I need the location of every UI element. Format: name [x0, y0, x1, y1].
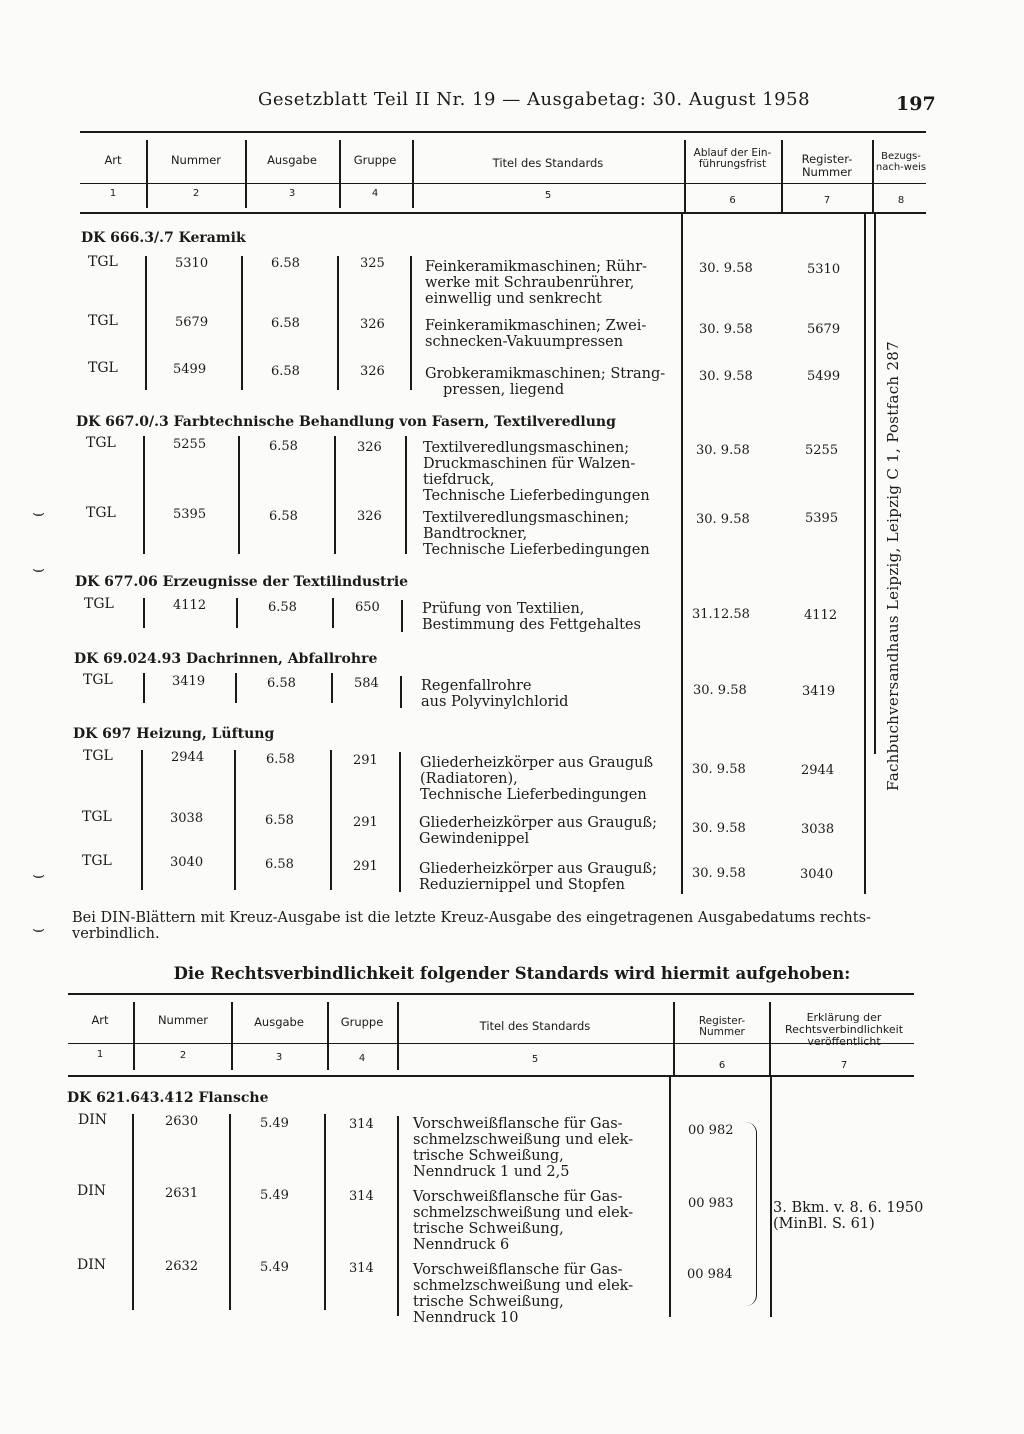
titel-line: Gliederheizkörper aus Grauguß [420, 755, 654, 771]
column-number: 3 [275, 1052, 283, 1063]
row-divider [143, 598, 145, 628]
row-divider [405, 436, 407, 554]
dk-heading: DK 667.0/.3 Farbtechnische Behandlung von Fasern, Textilveredlung [76, 414, 616, 430]
titel-line: Nenndruck 6 [413, 1237, 510, 1253]
cell-titel [420, 755, 653, 803]
cell-gruppe: 314 [349, 1117, 374, 1132]
titel-line: schmelzschweißung und elek- [413, 1278, 634, 1294]
titel-line: Gliederheizkörper aus Grauguß; [419, 815, 658, 831]
row-divider [145, 256, 147, 390]
column-number: 4 [358, 1053, 366, 1064]
cell-register: 00 982 [688, 1123, 734, 1138]
cell-register: 3419 [802, 684, 836, 699]
titel-line: Prüfung von Textilien, [422, 601, 585, 617]
cell-nummer: 2631 [165, 1186, 199, 1201]
margin-check-mark: ⌣ [32, 500, 46, 524]
cell-register: 00 984 [687, 1267, 733, 1282]
row-divider [235, 673, 237, 703]
cell-gruppe: 584 [354, 676, 379, 691]
cell-gruppe: 325 [360, 256, 385, 271]
cell-titel [423, 510, 650, 558]
column-number: 6 [729, 195, 736, 206]
cell-register: 4112 [804, 608, 838, 623]
titel-line: pressen, liegend [443, 382, 565, 398]
dk-heading: DK 677.06 Erzeugnisse der Textilindustrie [75, 574, 409, 590]
column-header-gruppe: Gruppe [353, 153, 397, 167]
cell-gruppe: 326 [357, 440, 382, 455]
row-divider [234, 750, 236, 890]
table1-body-divider [864, 214, 866, 894]
cell-ausgabe: 6.58 [265, 857, 294, 872]
titel-line: schmelzschweißung und elek- [413, 1205, 634, 1221]
note-line: verbindlich. [72, 926, 160, 942]
table2-header-bottom-rule [68, 1075, 914, 1077]
column-header-titel: Titel des Standards [492, 156, 604, 170]
table2-header-divider [673, 1002, 675, 1075]
cell-frist: 30. 9.58 [699, 322, 753, 337]
column-number: 8 [897, 195, 905, 206]
page-header-title: Gesetzblatt Teil II Nr. 19 — Ausgabetag: 30. August 1958 [258, 89, 811, 110]
dk-heading: DK 666.3/.7 Keramik [81, 230, 246, 246]
dk-heading: DK 621.643.412 Flansche [67, 1090, 269, 1106]
cell-titel [413, 1189, 633, 1253]
titel-line: Nenndruck 10 [413, 1310, 519, 1326]
row-divider [324, 1114, 326, 1310]
table1-header-divider [146, 140, 148, 208]
titel-line: Textilveredlungsmaschinen; [423, 440, 630, 456]
titel-line: Feinkeramikmaschinen; Rühr- [425, 259, 648, 275]
row-divider [401, 600, 403, 632]
cell-register: 3038 [801, 822, 835, 837]
cell-ausgabe: 6.58 [268, 600, 297, 615]
titel-line: Druckmaschinen für Walzen- [423, 456, 636, 472]
titel-line: Textilveredlungsmaschinen; [423, 510, 630, 526]
titel-line: Nenndruck 1 und 2,5 [413, 1164, 570, 1180]
side-note-text: Fachbuchversandhaus Leipzig, Leipzig C 1, Postfach 287 [884, 341, 902, 791]
cell-register: 5395 [805, 511, 839, 526]
column-number: 6 [718, 1060, 726, 1071]
cell-art: TGL [86, 435, 116, 451]
titel-line: einwellig und senkrecht [425, 291, 602, 307]
cell-art: DIN [77, 1257, 107, 1273]
cell-register: 2944 [801, 763, 835, 778]
column-header-titel: Titel des Standards [479, 1019, 591, 1033]
cell-nummer: 3038 [170, 811, 204, 826]
table2-header-divider [327, 1002, 329, 1070]
cell-titel [421, 678, 568, 710]
cell-gruppe: 291 [353, 815, 378, 830]
cell-frist: 30. 9.58 [692, 821, 746, 836]
cell-nummer: 4112 [173, 598, 207, 613]
titel-line: Feinkeramikmaschinen; Zwei- [425, 318, 647, 334]
cell-art: TGL [82, 809, 112, 825]
cell-frist: 30. 9.58 [696, 512, 750, 527]
row-divider [410, 256, 412, 390]
column-number: 2 [179, 1050, 187, 1061]
cell-erklaerung [773, 1200, 923, 1232]
table2-top-rule [68, 993, 914, 995]
table1-body-divider [874, 214, 876, 754]
grouping-brace [746, 1122, 757, 1306]
titel-line: Bestimmung des Fettgehaltes [422, 617, 641, 633]
cell-gruppe: 314 [349, 1189, 374, 1204]
cell-register: 3040 [800, 867, 834, 882]
column-header-gruppe: Gruppe [340, 1015, 384, 1029]
cell-titel [425, 259, 647, 307]
table1-header-divider [339, 140, 341, 208]
cell-register: 5499 [807, 369, 841, 384]
column-header-ablauf: Ablauf der Ein-führungsfrist [693, 147, 772, 170]
row-divider [334, 436, 336, 554]
titel-line: (Radiatoren), [420, 771, 518, 787]
titel-line: tiefdruck, [423, 472, 495, 488]
column-header-ausgabe: Ausgabe [267, 153, 317, 167]
cell-nummer: 2632 [165, 1259, 199, 1274]
cell-ausgabe: 6.58 [266, 752, 295, 767]
cell-titel [425, 318, 646, 350]
margin-check-mark: ⌣ [32, 556, 46, 580]
table1-header-divider [684, 140, 686, 212]
table2-header-divider [133, 1002, 135, 1070]
cell-art: DIN [78, 1112, 108, 1128]
cell-titel [419, 815, 657, 847]
cell-ausgabe: 6.58 [271, 364, 300, 379]
cell-art: TGL [88, 360, 118, 376]
titel-line: Gliederheizkörper aus Grauguß; [419, 861, 658, 877]
column-number: 1 [109, 188, 117, 199]
cell-titel [425, 366, 665, 398]
cell-frist: 30. 9.58 [692, 866, 746, 881]
cell-frist: 30. 9.58 [692, 762, 746, 777]
row-divider [331, 673, 333, 703]
column-header-register: Register-Nummer [801, 152, 853, 179]
column-header-nummer: Nummer [170, 153, 222, 167]
table2-body-divider [770, 1077, 772, 1317]
cell-frist: 30. 9.58 [693, 683, 747, 698]
cell-titel [423, 440, 650, 504]
cell-nummer: 5255 [173, 437, 207, 452]
table1-header-divider [781, 140, 783, 212]
column-header-ausgabe: Ausgabe [254, 1015, 304, 1029]
table1-body-divider [681, 214, 683, 894]
erklaerung-line: 3. Bkm. v. 8. 6. 1950 [773, 1200, 924, 1216]
row-divider [229, 1114, 231, 1310]
cell-gruppe: 326 [360, 364, 385, 379]
column-number: 4 [371, 188, 379, 199]
cell-titel [422, 601, 641, 633]
row-divider [241, 256, 243, 390]
titel-line: werke mit Schraubenrührer, [425, 275, 635, 291]
dk-heading: DK 697 Heizung, Lüftung [73, 726, 275, 742]
table1-header-bottom-rule [80, 212, 926, 214]
row-divider [400, 676, 402, 708]
cell-gruppe: 326 [360, 317, 385, 332]
cell-art: DIN [77, 1183, 107, 1199]
titel-line: Vorschweißflansche für Gas- [413, 1189, 623, 1205]
cell-nummer: 5679 [175, 315, 209, 330]
column-number: 1 [96, 1049, 104, 1060]
row-divider [132, 1114, 134, 1310]
cell-titel [413, 1262, 633, 1326]
cell-frist: 30. 9.58 [699, 369, 753, 384]
titel-line: trische Schweißung, [413, 1294, 564, 1310]
dk-heading: DK 69.024.93 Dachrinnen, Abfallrohre [74, 651, 378, 667]
table2-header-divider [397, 1002, 399, 1070]
note-line: Bei DIN-Blättern mit Kreuz-Ausgabe ist die letzte Kreuz-Ausgabe des eingetragenen Ausgabedatums rechts- [72, 910, 871, 926]
row-divider [143, 436, 145, 554]
titel-line: trische Schweißung, [413, 1221, 564, 1237]
row-divider [337, 256, 339, 390]
table1-header-divider [245, 140, 247, 208]
cell-nummer: 5499 [173, 362, 207, 377]
cell-frist: 31.12.58 [692, 607, 750, 622]
cell-ausgabe: 6.58 [271, 316, 300, 331]
titel-line: trische Schweißung, [413, 1148, 564, 1164]
cell-nummer: 3419 [172, 674, 206, 689]
cell-ausgabe: 5.49 [260, 1260, 289, 1275]
column-number: 7 [823, 195, 831, 206]
margin-check-mark: ⌣ [32, 916, 46, 940]
titel-line: aus Polyvinylchlorid [421, 694, 569, 710]
cell-ausgabe: 5.49 [260, 1116, 289, 1131]
cell-nummer: 2944 [171, 750, 205, 765]
cell-ausgabe: 6.58 [265, 813, 294, 828]
titel-line: schmelzschweißung und elek- [413, 1132, 634, 1148]
column-number: 5 [544, 190, 552, 201]
table1-header-divider [412, 140, 414, 208]
cell-gruppe: 291 [353, 753, 378, 768]
cell-nummer: 2630 [165, 1114, 199, 1129]
column-number: 7 [840, 1060, 848, 1071]
cell-art: TGL [88, 313, 118, 329]
row-divider [238, 436, 240, 554]
titel-line: Vorschweißflansche für Gas- [413, 1116, 623, 1132]
column-number: 5 [531, 1054, 539, 1065]
table2-body-divider [669, 1077, 671, 1317]
section2-heading: Die Rechtsverbindlichkeit folgender Standards wird hiermit aufgehoben: [173, 964, 851, 983]
cell-ausgabe: 6.58 [271, 256, 300, 271]
column-header-register: Register-Nummer [698, 1015, 746, 1038]
row-divider [143, 673, 145, 703]
cell-gruppe: 326 [357, 509, 382, 524]
cell-nummer: 5310 [175, 256, 209, 271]
table2-header-divider [769, 1002, 771, 1075]
cell-art: TGL [88, 254, 118, 270]
erklaerung-line: (MinBl. S. 61) [773, 1216, 875, 1232]
cell-nummer: 3040 [170, 855, 204, 870]
cell-titel [419, 861, 657, 893]
titel-line: schnecken-Vakuumpressen [425, 334, 624, 350]
column-number: 3 [288, 188, 296, 199]
column-header-bezug: Bezugs-nach-weis [875, 151, 927, 173]
margin-check-mark: ⌣ [32, 862, 46, 886]
cell-art: TGL [82, 853, 112, 869]
titel-line: Technische Lieferbedingungen [420, 787, 647, 803]
cell-art: TGL [86, 505, 116, 521]
cell-ausgabe: 5.49 [260, 1188, 289, 1203]
row-divider [330, 750, 332, 890]
cell-gruppe: 291 [353, 859, 378, 874]
row-divider [141, 750, 143, 890]
row-divider [236, 598, 238, 628]
cell-register: 5255 [805, 443, 839, 458]
cell-titel [413, 1116, 633, 1180]
titel-line: Regenfallrohre [421, 678, 532, 694]
column-header-erklaerung: Erklärung der Rechtsverbindlichkeit veröffentlicht [784, 1011, 904, 1048]
cell-ausgabe: 6.58 [267, 676, 296, 691]
cell-nummer: 5395 [173, 507, 207, 522]
titel-line: Vorschweißflansche für Gas- [413, 1262, 623, 1278]
titel-line: Technische Lieferbedingungen [423, 488, 650, 504]
titel-line: Reduziernippel und Stopfen [419, 877, 625, 893]
column-header-art: Art [104, 153, 122, 167]
cell-art: TGL [84, 596, 114, 612]
column-header-art: Art [91, 1013, 109, 1027]
cell-ausgabe: 6.58 [269, 509, 298, 524]
row-divider [397, 1116, 399, 1316]
cell-art: TGL [83, 672, 113, 688]
cell-register: 5679 [807, 322, 841, 337]
titel-line: Grobkeramikmaschinen; Strang- [425, 366, 666, 382]
page-number: 197 [896, 93, 936, 115]
titel-line: Gewindenippel [419, 831, 530, 847]
column-number: 2 [192, 188, 200, 199]
cell-frist: 30. 9.58 [699, 261, 753, 276]
table1-top-rule [80, 131, 926, 133]
cell-register: 00 983 [688, 1196, 734, 1211]
cell-gruppe: 650 [355, 600, 380, 615]
row-divider [399, 752, 401, 892]
titel-line: Bandtrockner, [423, 526, 528, 542]
cell-frist: 30. 9.58 [696, 443, 750, 458]
table1-numbers-rule [80, 183, 926, 184]
titel-line: Technische Lieferbedingungen [423, 542, 650, 558]
table2-header-divider [231, 1002, 233, 1070]
cell-art: TGL [83, 748, 113, 764]
column-header-nummer: Nummer [157, 1013, 209, 1027]
cell-ausgabe: 6.58 [269, 439, 298, 454]
cell-register: 5310 [807, 262, 841, 277]
row-divider [332, 598, 334, 628]
cell-gruppe: 314 [349, 1261, 374, 1276]
